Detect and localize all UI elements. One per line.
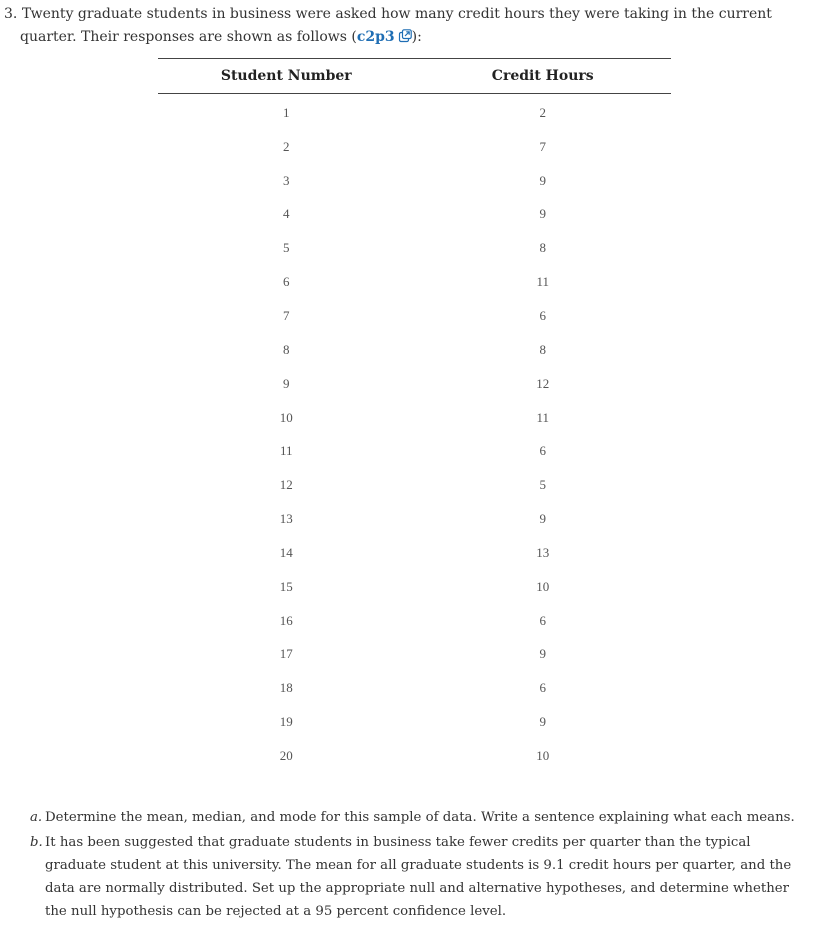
table-row xyxy=(158,265,671,299)
credit-hours-cell: 10 xyxy=(536,578,550,594)
question-part xyxy=(30,831,813,923)
credit-hours-cell: 6 xyxy=(539,612,546,628)
student-number-cell: 17 xyxy=(279,646,293,662)
table-row xyxy=(158,705,671,739)
dataset-link-label: c2p3 xyxy=(356,29,395,45)
dataset-link[interactable] xyxy=(357,29,412,45)
credit-hours-table xyxy=(158,58,671,773)
table-row xyxy=(158,130,671,164)
table-row xyxy=(158,164,671,198)
question-number: 3. xyxy=(4,6,18,22)
credit-hours-cell: 11 xyxy=(536,409,550,425)
student-number-cell: 14 xyxy=(279,544,293,560)
question-body-end: ): xyxy=(411,29,422,45)
student-number-cell: 16 xyxy=(279,612,293,628)
student-number-cell: 4 xyxy=(283,206,290,222)
part-text: Determine the mean, median, and mode for this sample of data. Write a sentence explaining what each means. xyxy=(45,810,795,825)
student-number-cell: 20 xyxy=(279,747,293,763)
credit-hours-cell: 11 xyxy=(536,274,550,290)
student-number-cell: 15 xyxy=(279,578,293,594)
credit-hours-cell: 9 xyxy=(539,206,546,222)
part-marker: a. xyxy=(30,810,43,825)
credit-hours-cell: 9 xyxy=(539,714,546,730)
table-row xyxy=(158,536,671,570)
question-body: Twenty graduate students in business were asked how many credit hours they were taking in the current quarter. Their responses are shown as follows ( xyxy=(20,6,772,45)
credit-hours-cell: 9 xyxy=(539,511,546,527)
table-row xyxy=(158,739,671,773)
credit-hours-cell: 6 xyxy=(539,443,546,459)
credit-hours-cell: 8 xyxy=(539,341,546,357)
credit-hours-cell: 12 xyxy=(536,375,550,391)
credit-hours-table-container xyxy=(158,58,671,773)
student-number-cell: 13 xyxy=(279,511,293,527)
table-row xyxy=(158,570,671,604)
student-number-cell: 10 xyxy=(279,409,293,425)
part-text: It has been suggested that graduate students in business take fewer credits per quarter than the typical graduate student at this university. The mean for all graduate students is 9.1 credit hours per quarter, and the data are normally distributed. Set up the appropriate null and alternative hypotheses, and determine whether the null hypothesis can be rejected at a 95 percent confidence level. xyxy=(45,835,792,919)
question-text xyxy=(4,3,810,49)
question-part xyxy=(30,806,813,829)
student-number-cell: 8 xyxy=(283,341,290,357)
credit-hours-cell: 9 xyxy=(539,172,546,188)
table-header-row xyxy=(158,59,671,94)
table-row xyxy=(158,367,671,401)
table-header xyxy=(158,59,671,94)
table-row xyxy=(158,468,671,502)
table-row xyxy=(158,604,671,638)
credit-hours-cell: 13 xyxy=(536,544,550,560)
header-credit-hours: Credit Hours xyxy=(415,59,672,94)
header-student-number: Student Number xyxy=(158,59,415,94)
student-number-cell: 9 xyxy=(283,375,290,391)
credit-hours-cell: 5 xyxy=(539,477,546,493)
student-number-cell: 1 xyxy=(283,104,290,120)
student-number-cell: 5 xyxy=(283,240,290,256)
table-row xyxy=(158,231,671,265)
student-number-cell: 6 xyxy=(283,274,290,290)
table-row xyxy=(158,333,671,367)
table-row xyxy=(158,638,671,672)
table-row xyxy=(158,299,671,333)
student-number-cell: 3 xyxy=(283,172,290,188)
table-row xyxy=(158,198,671,232)
table-row xyxy=(158,94,671,130)
student-number-cell: 11 xyxy=(279,443,293,459)
table-row xyxy=(158,671,671,705)
student-number-cell: 7 xyxy=(283,307,290,323)
credit-hours-cell: 9 xyxy=(539,646,546,662)
student-number-cell: 19 xyxy=(279,714,293,730)
table-row xyxy=(158,502,671,536)
question-parts xyxy=(30,806,813,925)
credit-hours-cell: 8 xyxy=(539,240,546,256)
student-number-cell: 18 xyxy=(279,680,293,696)
credit-hours-cell: 6 xyxy=(539,680,546,696)
credit-hours-cell: 2 xyxy=(539,104,546,120)
external-link-icon xyxy=(398,29,412,43)
credit-hours-cell: 6 xyxy=(539,307,546,323)
table-row xyxy=(158,401,671,435)
table-body xyxy=(158,94,671,773)
student-number-cell: 2 xyxy=(283,138,290,154)
credit-hours-cell: 10 xyxy=(536,747,550,763)
part-marker: b. xyxy=(30,835,43,850)
table-row xyxy=(158,434,671,468)
student-number-cell: 12 xyxy=(279,477,293,493)
credit-hours-cell: 7 xyxy=(539,138,546,154)
